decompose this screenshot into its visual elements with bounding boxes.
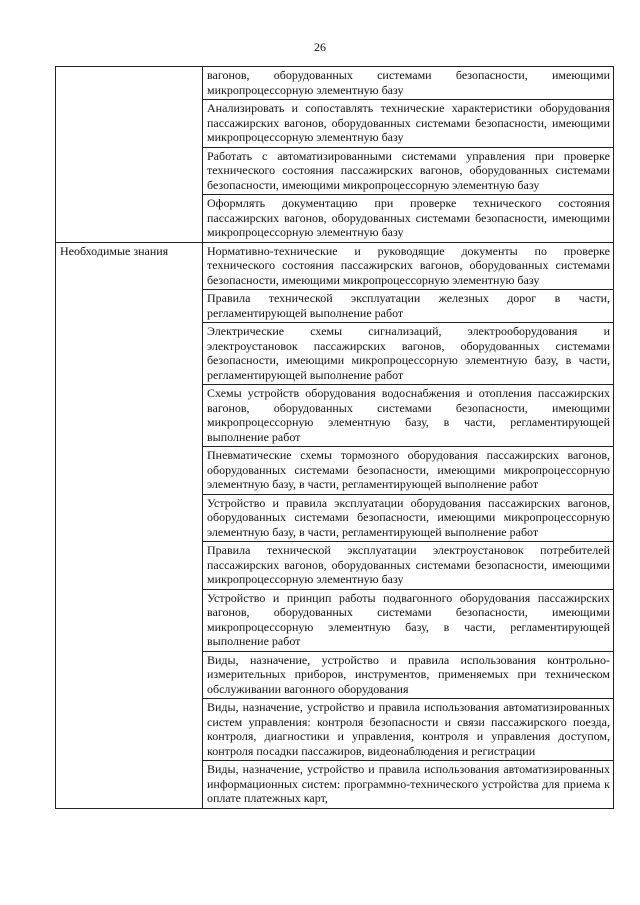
table-cell-text: Оформлять документацию при проверке технического состояния пассажирских вагонов, оборудованных системами безопасности, имеющими микропроцессорную элементную базу	[203, 195, 614, 243]
table-cell-text: Устройство и правила эксплуатации оборудования пассажирских вагонов, оборудованных системами безопасности, имеющими микропроцессорную элементную базу, в части, регламентирующей выполнение работ	[203, 494, 614, 542]
table-cell-text: Электрические схемы сигнализаций, электрооборудования и электроустановок пассажирских вагонов, оборудованных системами безопасности, имеющими микропроцессорную элементную базу, в части, регламентирующей выполнение работ	[203, 323, 614, 385]
table-cell-text: Правила технической эксплуатации электроустановок потребителей пассажирских вагонов, оборудованных системами безопасности, имеющими микропроцессорную элементную базу	[203, 542, 614, 590]
table-cell-text: Правила технической эксплуатации железных дорог в части, регламентирующей выполнение работ	[203, 290, 614, 323]
table-cell-text: Виды, назначение, устройство и правила использования автоматизированных систем управления: контроля безопасности и связи пассажирского поезда, контроля, диагностики и управления, контроля и управления доступом, контроля посадки пассажиров, видеонаблюдения и регистрации	[203, 699, 614, 761]
requirements-table	[55, 66, 614, 809]
table-cell-text: Виды, назначение, устройство и правила использования автоматизированных информационных систем: программно-технического устройства для приема к оплате платежных карт,	[203, 761, 614, 809]
table-row	[56, 67, 614, 100]
table-cell-text: вагонов, оборудованных системами безопасности, имеющими микропроцессорную элементную базу	[203, 67, 614, 100]
section-label-cell	[56, 67, 203, 243]
table-cell-text: Пневматические схемы тормозного оборудования пассажирских вагонов, оборудованных системами безопасности, имеющими микропроцессорную элементную базу, в части, регламентирующей выполнение работ	[203, 447, 614, 495]
table-cell-text: Нормативно-технические и руководящие документы по проверке технического состояния пассажирских вагонов, оборудованных системами безопасности, имеющими микропроцессорную элементную базу	[203, 242, 614, 290]
section-label-cell: Необходимые знания	[56, 242, 203, 808]
page-number: 26	[314, 40, 326, 54]
table-cell-text: Схемы устройств оборудования водоснабжения и отопления пассажирских вагонов, оборудованных системами безопасности, имеющими микропроцессорную элементную базу, в части, регламентирующей выполнение работ	[203, 385, 614, 447]
table-cell-text: Анализировать и сопоставлять технические характеристики оборудования пассажирских вагонов, оборудованных системами безопасности, имеющими микропроцессорную элементную базу	[203, 100, 614, 148]
table-cell-text: Виды, назначение, устройство и правила использования контрольно-измерительных приборов, инструментов, применяемых при техническом обслуживании вагонного оборудования	[203, 651, 614, 699]
table-cell-text: Работать с автоматизированными системами управления при проверке технического состояния пассажирских вагонов, оборудованных системами безопасности, имеющими микропроцессорную элементную базу	[203, 147, 614, 195]
table-row	[56, 242, 614, 290]
table-cell-text: Устройство и принцип работы подвагонного оборудования пассажирских вагонов, оборудованных системами безопасности, имеющими микропроцессорную элементную базу, в части, регламентирующей выполнение работ	[203, 589, 614, 651]
